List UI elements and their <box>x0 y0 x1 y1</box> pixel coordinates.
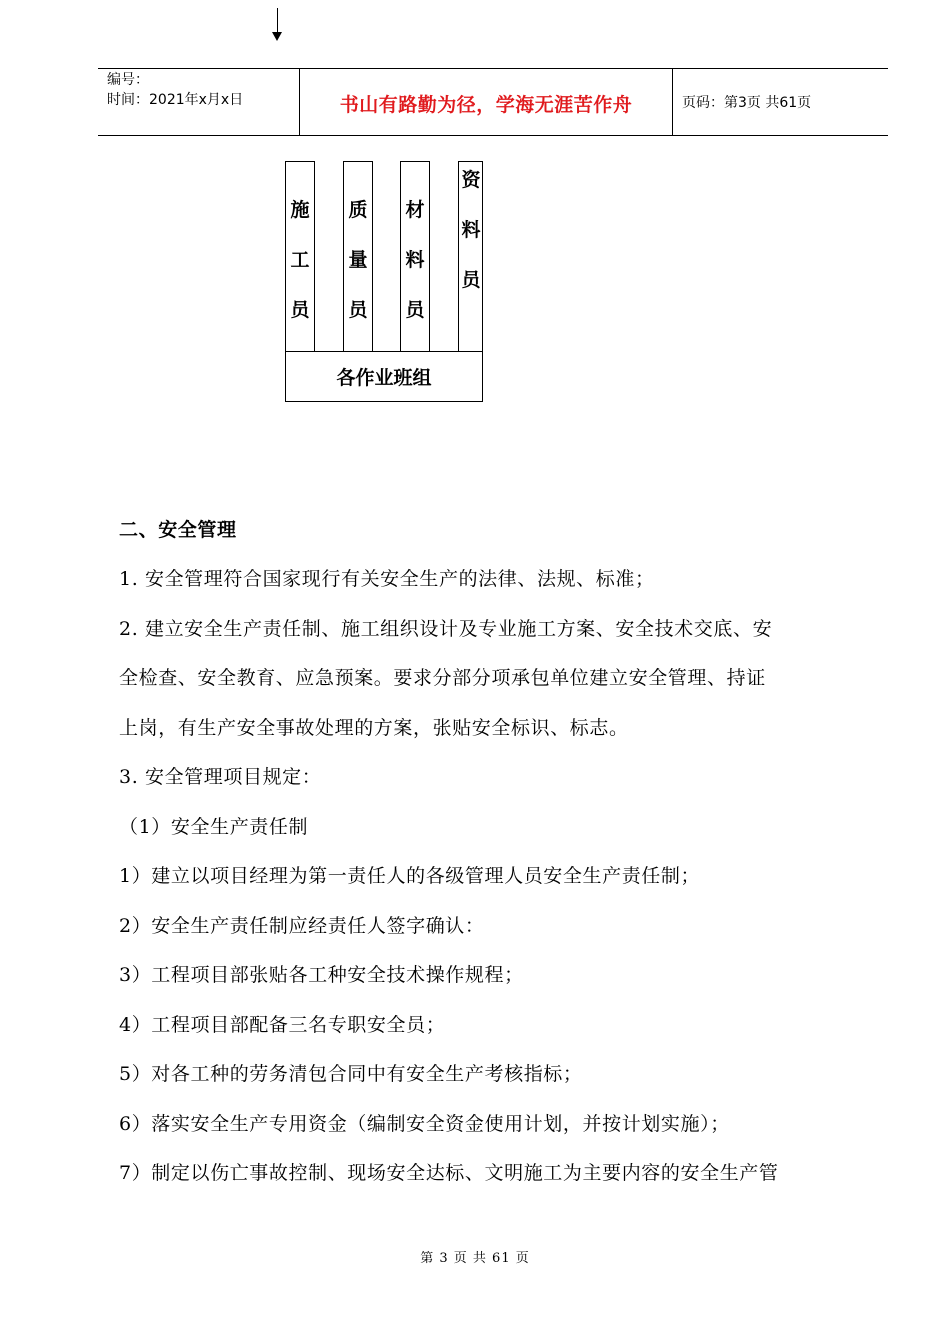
paragraph-line: 5）对各工种的劳务清包合同中有安全生产考核指标； <box>119 1063 583 1085</box>
paragraph-line: 全检查、安全教育、应急预案。要求分部分项承包单位建立安全管理、持证 <box>119 667 766 689</box>
team-box: 各作业班组 <box>285 351 483 402</box>
arrow-line <box>277 8 278 32</box>
arrow-down-icon <box>272 32 282 41</box>
paragraph-line: 1. 安全管理符合国家现行有关安全生产的法律、法规、标准； <box>119 568 655 590</box>
document-number-label: 编号： <box>107 72 149 88</box>
paragraph-line: 3. 安全管理项目规定： <box>119 766 322 788</box>
section-heading: 二、安全管理 <box>119 519 237 541</box>
role-char: 资 <box>461 169 481 191</box>
paragraph-line: （1）安全生产责任制 <box>119 816 309 838</box>
role-char: 质 <box>348 199 368 221</box>
role-box-quality <box>343 161 373 352</box>
role-box-materials <box>400 161 430 352</box>
role-char: 员 <box>290 299 310 321</box>
role-box-documentation <box>458 161 483 352</box>
header-top-rule <box>98 68 888 69</box>
document-time-label: 时间：2021年x月x日 <box>107 92 244 108</box>
role-char: 材 <box>405 199 425 221</box>
role-char: 员 <box>348 299 368 321</box>
role-char: 量 <box>348 249 368 271</box>
paragraph-line: 3）工程项目部张贴各工种安全技术操作规程； <box>119 964 524 986</box>
header-divider <box>672 69 673 135</box>
paragraph-line: 4）工程项目部配备三名专职安全员； <box>119 1014 446 1036</box>
paragraph-line: 上岗，有生产安全事故处理的方案，张贴安全标识、标志。 <box>119 717 629 739</box>
paragraph-line: 2. 建立安全生产责任制、施工组织设计及专业施工方案、安全技术交底、安 <box>119 618 773 640</box>
paragraph-line: 1）建立以项目经理为第一责任人的各级管理人员安全生产责任制； <box>119 865 701 887</box>
role-char: 工 <box>290 249 310 271</box>
role-box-construction <box>285 161 315 352</box>
role-char: 员 <box>405 299 425 321</box>
role-char: 员 <box>461 269 481 291</box>
header-page-info: 页码：第3页 共61页 <box>682 95 812 111</box>
paragraph-line: 2）安全生产责任制应经责任人签字确认： <box>119 915 485 937</box>
page-footer: 第 3 页 共 61 页 <box>420 1251 530 1266</box>
paragraph-line: 7）制定以伤亡事故控制、现场安全达标、文明施工为主要内容的安全生产管 <box>119 1162 779 1184</box>
header-bottom-rule <box>98 135 888 136</box>
paragraph-line: 6）落实安全生产专用资金（编制安全资金使用计划，并按计划实施）； <box>119 1113 730 1135</box>
header-motto: 书山有路勤为径，学海无涯苦作舟 <box>339 94 633 116</box>
role-char: 施 <box>290 199 310 221</box>
role-char: 料 <box>405 249 425 271</box>
role-char: 料 <box>461 219 481 241</box>
